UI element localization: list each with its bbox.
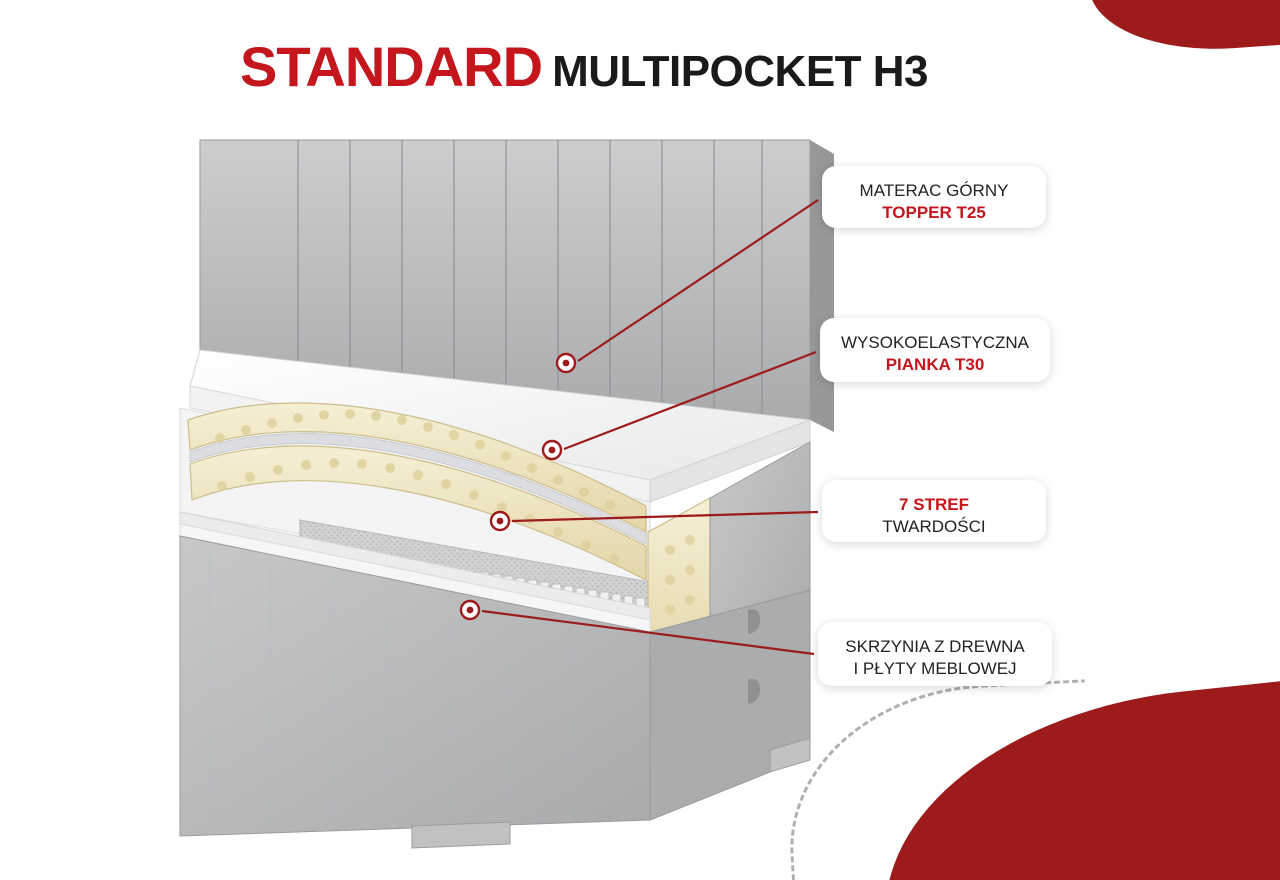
callout-zones — [822, 480, 1046, 542]
callout-base-box — [818, 622, 1052, 686]
callout-topper-line2: TOPPER T25 — [882, 203, 986, 223]
page-title-rest: MULTIPOCKET H3 — [552, 47, 929, 96]
decorative-swoosh-top — [1086, 0, 1280, 58]
callout-foam — [820, 318, 1050, 382]
bed-illustration — [150, 120, 850, 860]
callout-zones-line1: 7 STREF — [899, 495, 969, 514]
callout-foam-line2: PIANKA T30 — [885, 355, 985, 375]
callout-zones-line2: TWARDOŚCI — [882, 517, 986, 537]
page-title-strong: STANDARD — [240, 35, 543, 98]
page-title — [240, 34, 928, 99]
callout-foam-line1: WYSOKOELASTYCZNA — [841, 333, 1029, 352]
callout-base-box-line1: SKRZYNIA Z DREWNA — [845, 637, 1025, 656]
callout-base-box-line2: I PŁYTY MEBLOWEJ — [853, 659, 1017, 679]
callout-topper — [822, 166, 1046, 228]
callout-topper-line1: MATERAC GÓRNY — [859, 181, 1009, 200]
